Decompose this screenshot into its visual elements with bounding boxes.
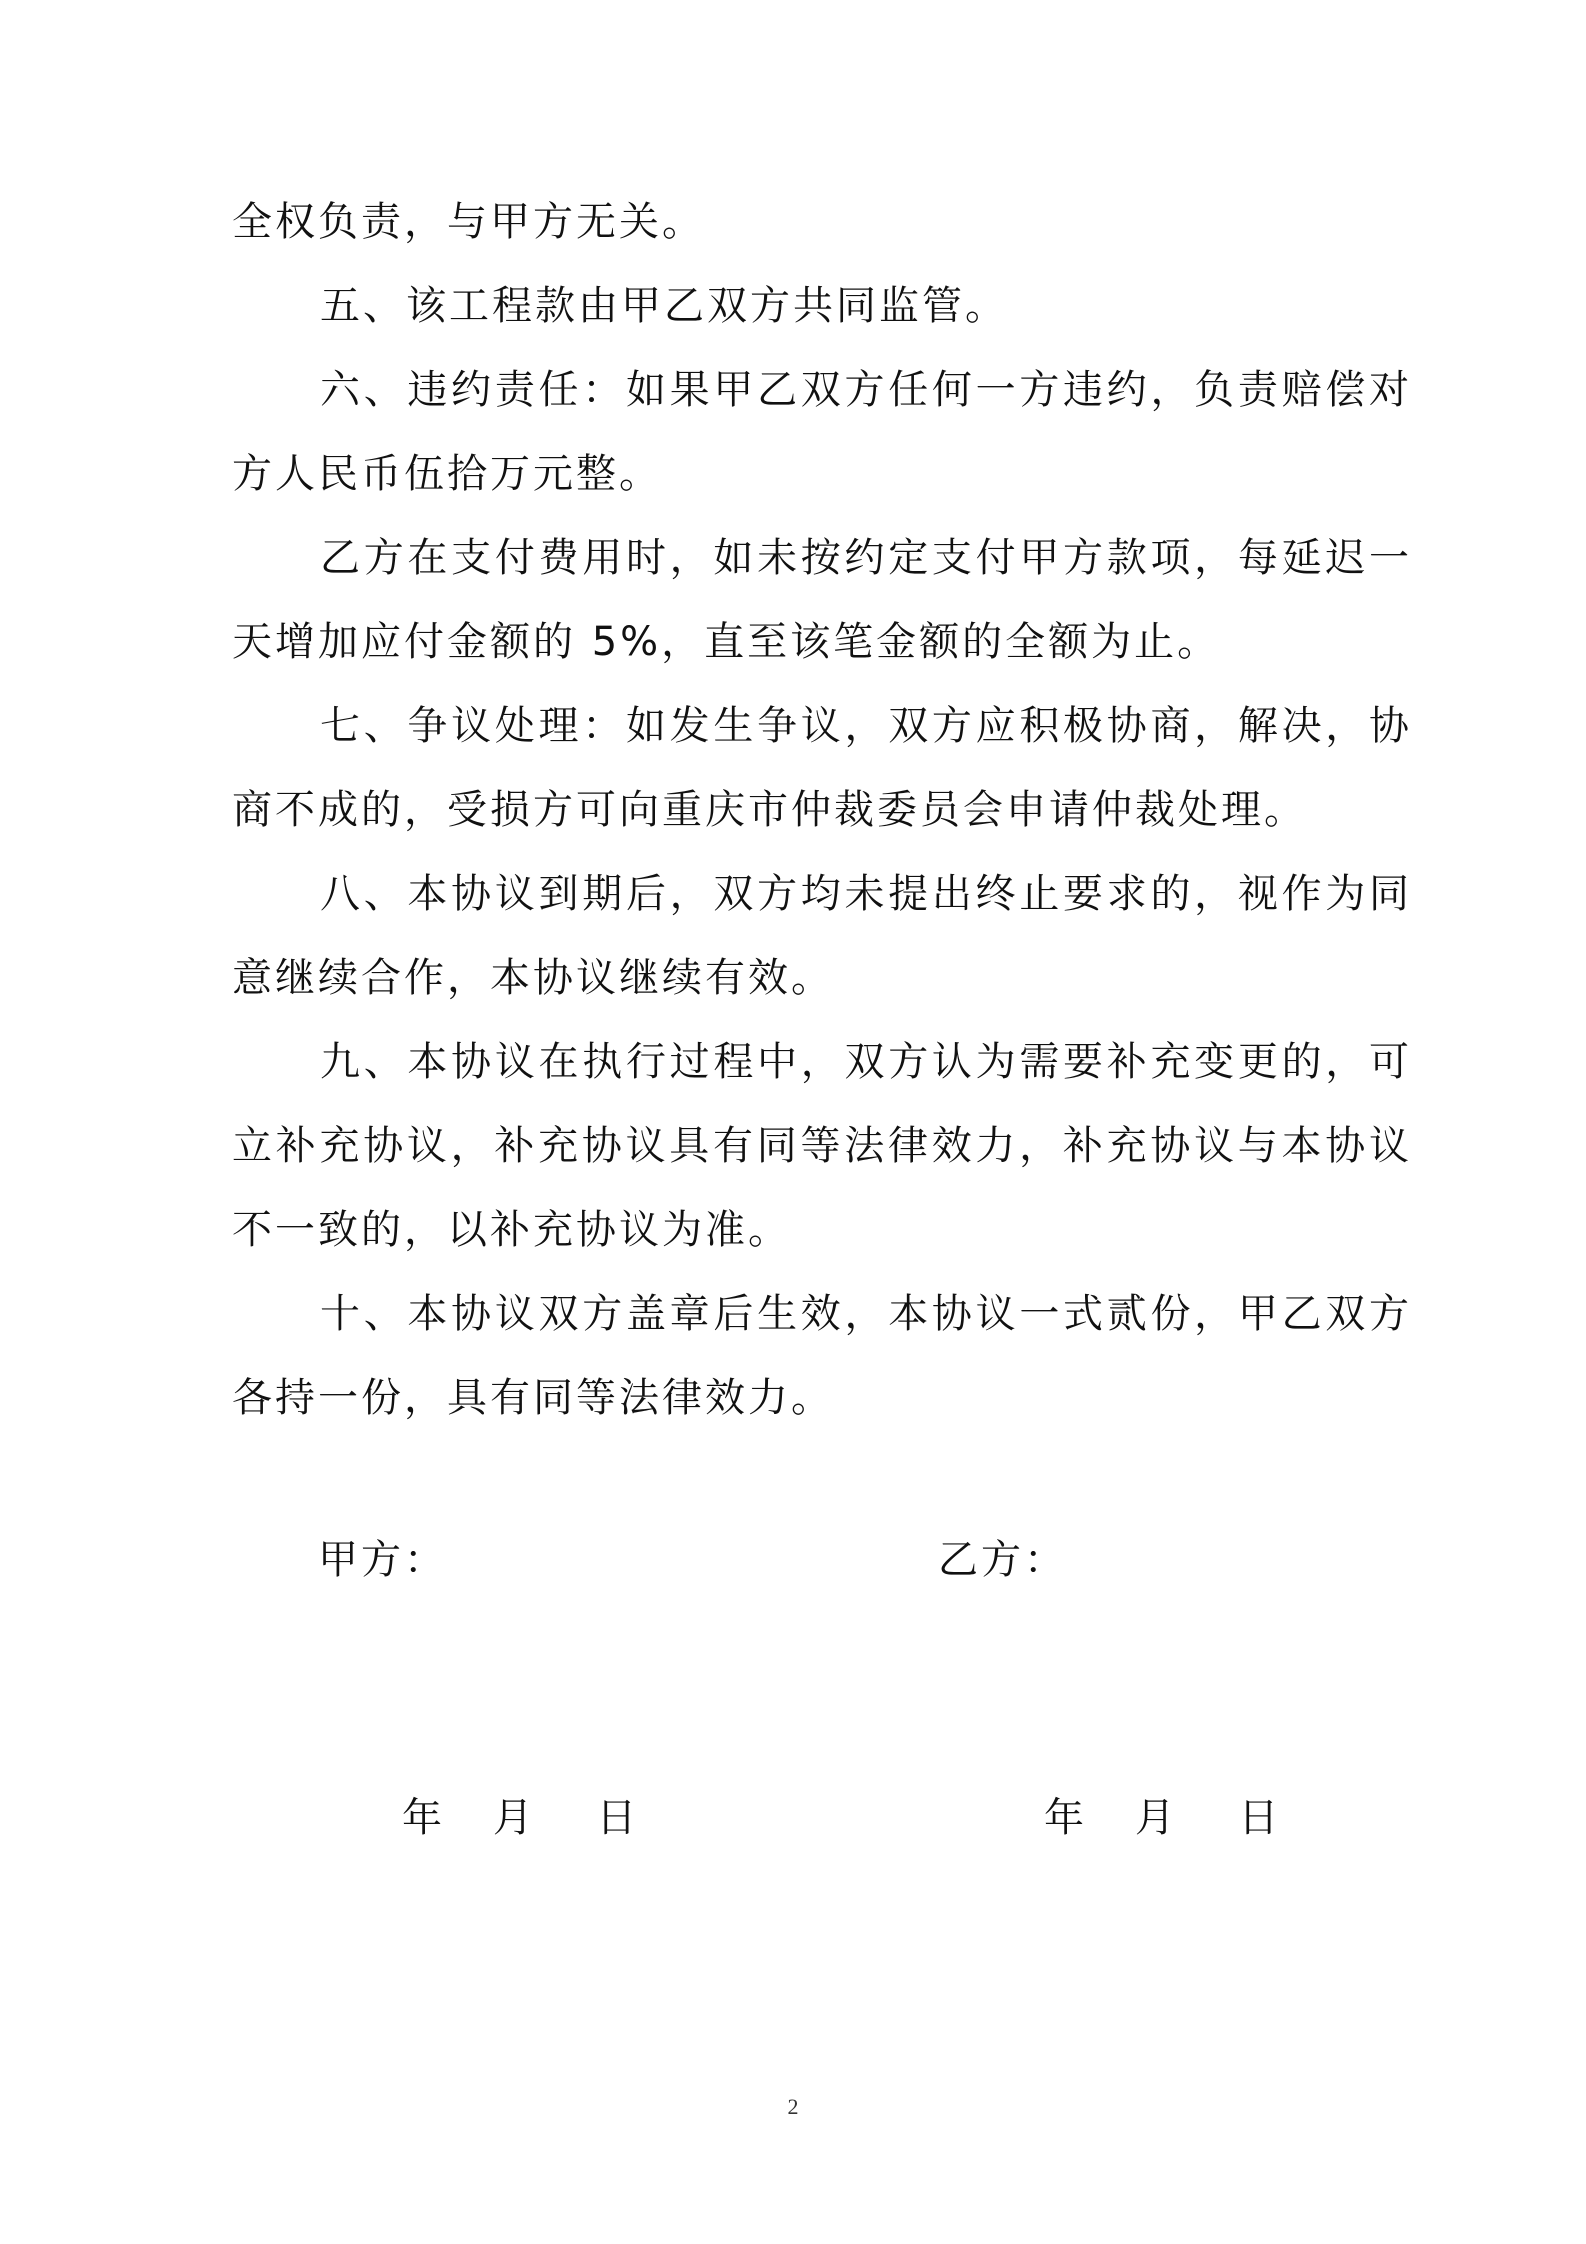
page-number: 2 (787, 2094, 799, 2119)
party-a-signature-label: 甲方： (318, 1537, 447, 1583)
clause-10-effect: 十、本协议双方盖章后生效，本协议一式贰份，甲乙双方各持一份，具有同等法律效力。 (232, 1291, 1412, 1421)
party-a-date: 年 月 日 (402, 1795, 637, 1841)
party-b-date: 年 月 日 (1044, 1795, 1279, 1841)
clause-6-liability: 六、违约责任：如果甲乙双方任何一方违约，负责赔偿对方人民币伍拾万元整。 (232, 367, 1412, 497)
clause-8-renewal: 八、本协议到期后，双方均未提出终止要求的，视作为同意继续合作，本协议继续有效。 (232, 871, 1412, 1001)
party-b-signature-label: 乙方： (938, 1537, 1067, 1583)
clause-9-supplement: 九、本协议在执行过程中，双方认为需要补充变更的，可立补充协议，补充协议具有同等法律效力，补充协议与本协议不一致的，以补充协议为准。 (232, 1039, 1412, 1253)
agreement-body (232, 180, 1412, 1440)
clause-5: 五、该工程款由甲乙双方共同监管。 (320, 283, 1008, 329)
paragraph-continuation: 全权负责，与甲方无关。 (232, 199, 705, 245)
clause-6-late-payment: 乙方在支付费用时，如未按约定支付甲方款项，每延迟一天增加应付金额的 5%，直至该笔金额的全额为止。 (232, 535, 1412, 665)
clause-7-dispute: 七、争议处理：如发生争议，双方应积极协商，解决，协商不成的，受损方可向重庆市仲裁委员会申请仲裁处理。 (232, 703, 1412, 833)
